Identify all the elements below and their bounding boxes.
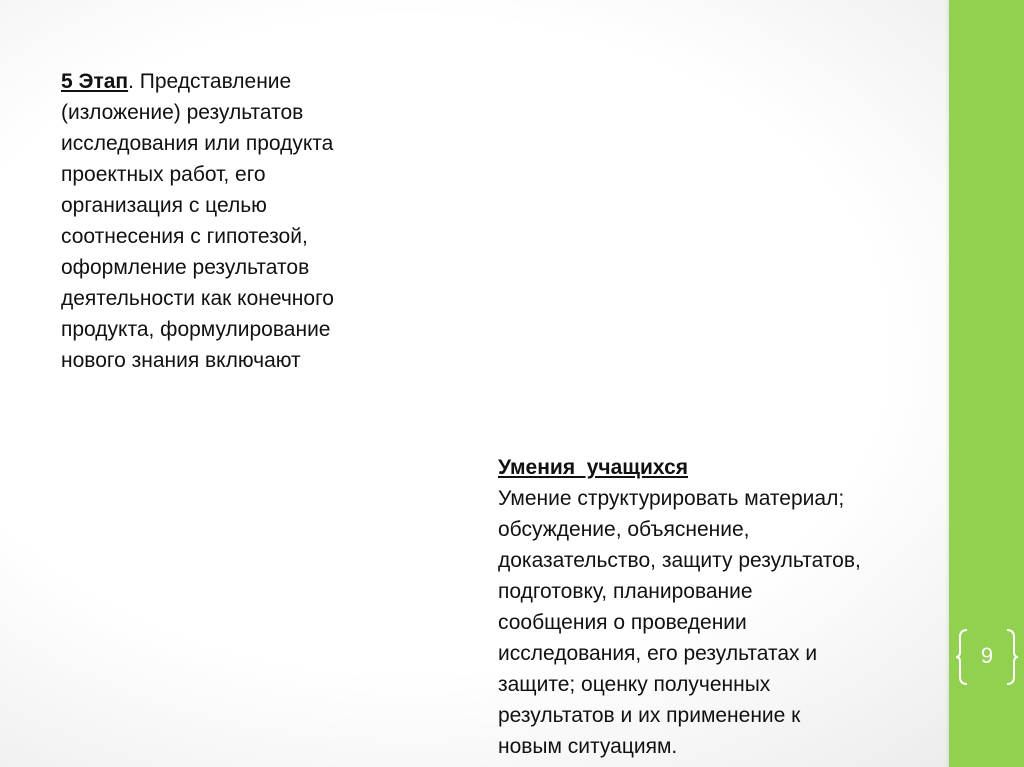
skills-text-line: обсуждение, объяснение,	[498, 518, 750, 541]
skills-text-line: результатов и их применение к	[498, 704, 801, 727]
stage-text-line: деятельности как конечного	[61, 287, 334, 310]
stage-text-line: продукта, формулирование	[61, 318, 331, 341]
skills-title: Умения учащихся	[498, 456, 689, 479]
stage-description	[61, 66, 421, 376]
stage-text-line: исследования или продукта	[61, 132, 334, 155]
skills-text-line: исследования, его результатах и	[498, 642, 818, 665]
page-number-badge	[955, 628, 1019, 686]
skills-text-line: подготовку, планирование	[498, 580, 753, 603]
stage-text-line: (изложение) результатов	[61, 101, 304, 124]
stage-text-line: организация с целью	[61, 194, 267, 217]
stage-text-line: оформление результатов	[61, 256, 310, 279]
stage-title: 5 Этап	[61, 70, 129, 93]
page-number: 9	[980, 643, 994, 668]
stage-text-line: нового знания включают	[61, 349, 301, 372]
right-brace-icon	[1005, 628, 1019, 686]
stage-text-line: проектных работ, его	[61, 163, 266, 186]
skills-text-line: новым ситуациям.	[498, 735, 678, 758]
student-skills	[498, 452, 938, 762]
left-brace-icon	[955, 628, 969, 686]
skills-text-line: защите; оценку полученных	[498, 673, 771, 696]
stage-text-line: соотнесения с гипотезой,	[61, 225, 308, 248]
skills-text-line: Умение структурировать материал;	[498, 487, 845, 510]
skills-text-line: сообщения о проведении	[498, 611, 747, 634]
skills-text-line: доказательство, защиту результатов,	[498, 549, 861, 572]
stage-heading-line	[61, 66, 421, 97]
stage-title-suffix: . Представление	[128, 70, 292, 93]
